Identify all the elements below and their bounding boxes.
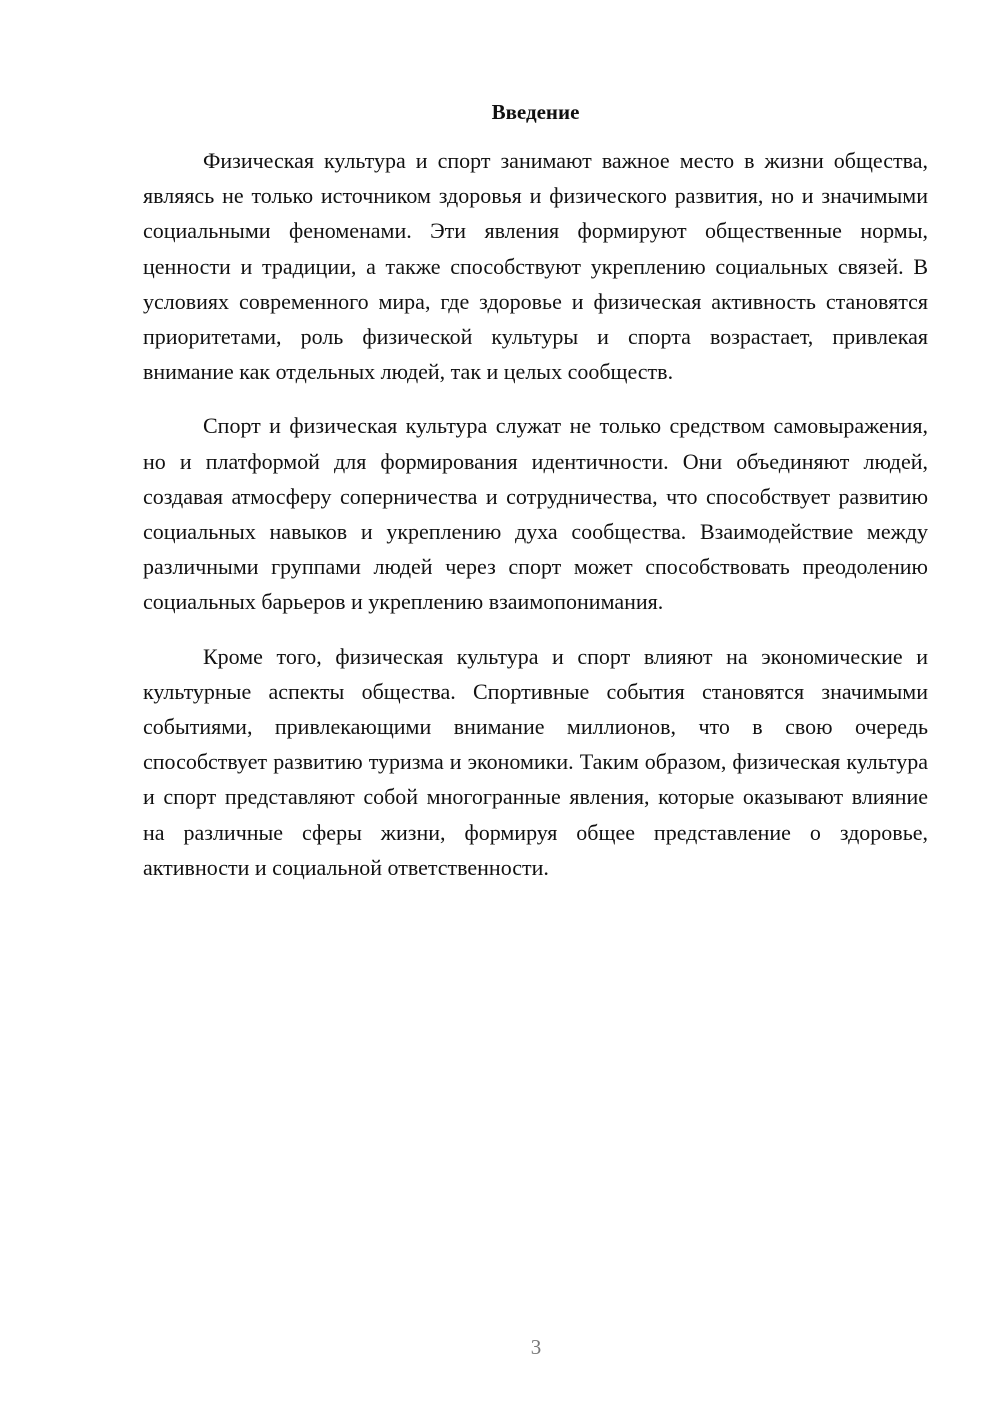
paragraph-3: Кроме того, физическая культура и спорт влияют на экономические и культурные аспекты общества. Спортивные события становятся значимыми событиями, привлекающими внимание миллионов, что в свою очередь способствует развитию туризма и экономики. Таким образом, физическая культура и спорт представляют собой многогранные явления, которые оказывают влияние на различные сферы жизни, формируя общее представление о здоровье, активности и социальной ответственности.: [143, 643, 928, 880]
paragraph-1: Физическая культура и спорт занимают важное место в жизни общества, являясь не только источником здоровья и физического развития, но и значимыми социальными феноменами. Эти явления формируют общественные нормы, ценности и традиции, а также способствуют укреплению социальных связей. В условиях современного мира, где здоровье и физическая активность становятся приоритетами, роль физической культуры и спорта возрастает, привлекая внимание как отдельных людей, так и целых сообществ.: [143, 148, 928, 385]
page-number: 3: [530, 1335, 542, 1359]
document-body: [143, 143, 928, 904]
page-title: Введение: [491, 100, 580, 124]
paragraph-2: Спорт и физическая культура служат не только средством самовыражения, но и платформой для формирования идентичности. Они объединяют людей, создавая атмосферу соперничества и сотрудничества, что способствует развитию социальных навыков и укреплению духа сообщества. Взаимодействие между различными группами людей через спорт может способствовать преодолению социальных барьеров и укреплению взаимопонимания.: [143, 413, 928, 615]
